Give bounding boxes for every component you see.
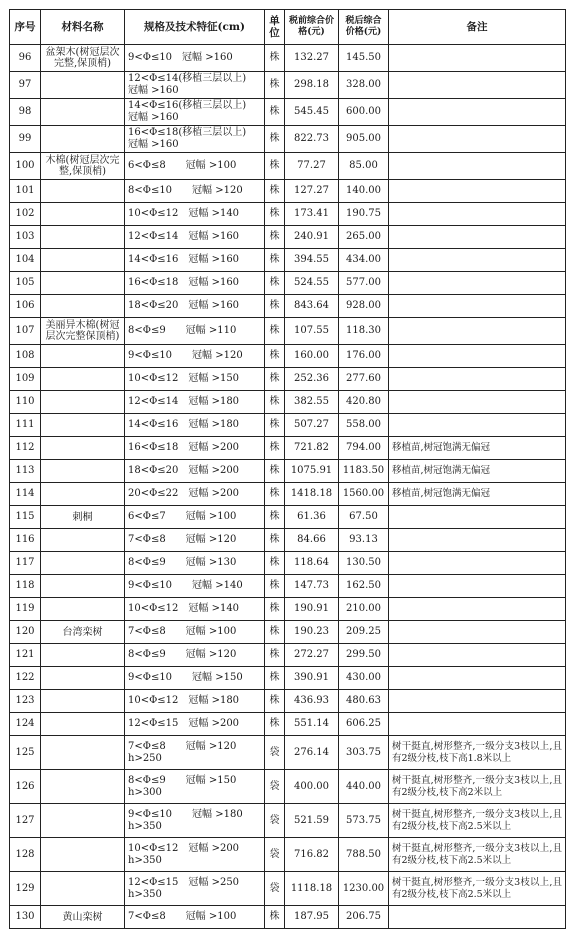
row-spec: 20<Φ≤22 冠幅 >200 bbox=[125, 483, 265, 506]
row-remark bbox=[389, 575, 566, 598]
row-remark bbox=[389, 180, 566, 203]
row-remark bbox=[389, 295, 566, 318]
row-material-name bbox=[41, 804, 125, 838]
row-spec: 8<Φ≤9 冠幅 >110 bbox=[125, 318, 265, 345]
row-unit: 袋 bbox=[265, 770, 285, 804]
row-spec: 8<Φ≤10 冠幅 >120 bbox=[125, 180, 265, 203]
table-row bbox=[10, 483, 566, 506]
row-remark bbox=[389, 249, 566, 272]
row-unit: 株 bbox=[265, 690, 285, 713]
row-spec: 14<Φ≤16(移植三层以上) 冠幅 >160 bbox=[125, 99, 265, 126]
table-header-row bbox=[10, 10, 566, 45]
row-post-tax-price: 430.00 bbox=[339, 667, 389, 690]
row-seq: 104 bbox=[10, 249, 41, 272]
table-row bbox=[10, 460, 566, 483]
row-material-name bbox=[41, 203, 125, 226]
row-pre-tax-price: 61.36 bbox=[285, 506, 339, 529]
table-row bbox=[10, 99, 566, 126]
row-spec: 12<Φ≤14 冠幅 >160 bbox=[125, 226, 265, 249]
row-material-name bbox=[41, 180, 125, 203]
row-post-tax-price: 265.00 bbox=[339, 226, 389, 249]
row-material-name bbox=[41, 575, 125, 598]
row-unit: 株 bbox=[265, 99, 285, 126]
row-pre-tax-price: 843.64 bbox=[285, 295, 339, 318]
row-seq: 99 bbox=[10, 126, 41, 153]
header-name: 材料名称 bbox=[41, 10, 125, 45]
row-remark: 移植苗,树冠饱满无偏冠 bbox=[389, 460, 566, 483]
row-seq: 125 bbox=[10, 736, 41, 770]
row-pre-tax-price: 1075.91 bbox=[285, 460, 339, 483]
row-remark bbox=[389, 391, 566, 414]
row-pre-tax-price: 551.14 bbox=[285, 713, 339, 736]
row-post-tax-price: 905.00 bbox=[339, 126, 389, 153]
row-unit: 株 bbox=[265, 272, 285, 295]
row-pre-tax-price: 716.82 bbox=[285, 838, 339, 872]
row-spec: 10<Φ≤12 冠幅 >180 bbox=[125, 690, 265, 713]
table-row bbox=[10, 45, 566, 72]
row-post-tax-price: 794.00 bbox=[339, 437, 389, 460]
row-remark: 移植苗,树冠饱满无偏冠 bbox=[389, 483, 566, 506]
row-seq: 123 bbox=[10, 690, 41, 713]
row-post-tax-price: 130.50 bbox=[339, 552, 389, 575]
row-post-tax-price: 480.63 bbox=[339, 690, 389, 713]
row-unit: 株 bbox=[265, 575, 285, 598]
row-seq: 113 bbox=[10, 460, 41, 483]
row-seq: 103 bbox=[10, 226, 41, 249]
row-seq: 110 bbox=[10, 391, 41, 414]
header-spec: 规格及技术特征(cm) bbox=[125, 10, 265, 45]
row-seq: 112 bbox=[10, 437, 41, 460]
row-seq: 96 bbox=[10, 45, 41, 72]
row-spec: 12<Φ≤15 冠幅 >200 bbox=[125, 713, 265, 736]
row-post-tax-price: 162.50 bbox=[339, 575, 389, 598]
row-pre-tax-price: 400.00 bbox=[285, 770, 339, 804]
row-unit: 株 bbox=[265, 345, 285, 368]
row-post-tax-price: 1230.00 bbox=[339, 872, 389, 906]
row-remark bbox=[389, 414, 566, 437]
table-row bbox=[10, 667, 566, 690]
table-row bbox=[10, 713, 566, 736]
price-table-container bbox=[9, 9, 566, 929]
row-material-name bbox=[41, 460, 125, 483]
row-spec: 10<Φ≤12 冠幅 >150 bbox=[125, 368, 265, 391]
row-material-name bbox=[41, 249, 125, 272]
row-seq: 109 bbox=[10, 368, 41, 391]
row-pre-tax-price: 272.27 bbox=[285, 644, 339, 667]
row-remark bbox=[389, 203, 566, 226]
row-seq: 127 bbox=[10, 804, 41, 838]
row-remark: 树干挺直,树形整齐,一级分支3枝以上,且有2级分枝,枝下高2.5米以上 bbox=[389, 872, 566, 906]
row-spec: 8<Φ≤9 冠幅 >150 h>300 bbox=[125, 770, 265, 804]
row-spec: 9<Φ≤10 冠幅 >180 h>350 bbox=[125, 804, 265, 838]
row-remark bbox=[389, 72, 566, 99]
row-spec: 12<Φ≤15 冠幅 >250 h>350 bbox=[125, 872, 265, 906]
row-pre-tax-price: 394.55 bbox=[285, 249, 339, 272]
row-pre-tax-price: 1418.18 bbox=[285, 483, 339, 506]
row-post-tax-price: 299.50 bbox=[339, 644, 389, 667]
row-unit: 株 bbox=[265, 153, 285, 180]
row-unit: 株 bbox=[265, 318, 285, 345]
row-post-tax-price: 145.50 bbox=[339, 45, 389, 72]
row-unit: 株 bbox=[265, 226, 285, 249]
row-post-tax-price: 1183.50 bbox=[339, 460, 389, 483]
row-post-tax-price: 928.00 bbox=[339, 295, 389, 318]
row-remark bbox=[389, 644, 566, 667]
table-row bbox=[10, 226, 566, 249]
row-pre-tax-price: 77.27 bbox=[285, 153, 339, 180]
row-seq: 121 bbox=[10, 644, 41, 667]
row-material-name bbox=[41, 345, 125, 368]
row-material-name: 美丽异木棉(树冠层次完整保顶梢) bbox=[41, 318, 125, 345]
table-row bbox=[10, 126, 566, 153]
row-seq: 114 bbox=[10, 483, 41, 506]
row-seq: 100 bbox=[10, 153, 41, 180]
row-pre-tax-price: 118.64 bbox=[285, 552, 339, 575]
row-post-tax-price: 577.00 bbox=[339, 272, 389, 295]
row-pre-tax-price: 545.45 bbox=[285, 99, 339, 126]
row-seq: 124 bbox=[10, 713, 41, 736]
row-spec: 18<Φ≤20 冠幅 >200 bbox=[125, 460, 265, 483]
row-unit: 袋 bbox=[265, 804, 285, 838]
row-remark: 树干挺直,树形整齐,一级分支3枝以上,且有2级分枝,枝下高1.8米以上 bbox=[389, 736, 566, 770]
row-post-tax-price: 328.00 bbox=[339, 72, 389, 99]
row-seq: 126 bbox=[10, 770, 41, 804]
row-remark bbox=[389, 529, 566, 552]
row-unit: 袋 bbox=[265, 736, 285, 770]
row-material-name: 刺桐 bbox=[41, 506, 125, 529]
row-spec: 16<Φ≤18 冠幅 >200 bbox=[125, 437, 265, 460]
row-pre-tax-price: 822.73 bbox=[285, 126, 339, 153]
table-row bbox=[10, 906, 566, 929]
row-remark bbox=[389, 99, 566, 126]
row-pre-tax-price: 721.82 bbox=[285, 437, 339, 460]
row-pre-tax-price: 524.55 bbox=[285, 272, 339, 295]
row-pre-tax-price: 147.73 bbox=[285, 575, 339, 598]
row-spec: 9<Φ≤10 冠幅 >160 bbox=[125, 45, 265, 72]
row-unit: 株 bbox=[265, 713, 285, 736]
row-material-name bbox=[41, 391, 125, 414]
row-remark bbox=[389, 621, 566, 644]
row-remark bbox=[389, 318, 566, 345]
row-post-tax-price: 420.80 bbox=[339, 391, 389, 414]
row-spec: 6<Φ≤7 冠幅 >100 bbox=[125, 506, 265, 529]
table-row bbox=[10, 506, 566, 529]
row-spec: 8<Φ≤9 冠幅 >120 bbox=[125, 644, 265, 667]
table-row bbox=[10, 272, 566, 295]
row-spec: 12<Φ≤14 冠幅 >180 bbox=[125, 391, 265, 414]
row-spec: 7<Φ≤8 冠幅 >120 h>250 bbox=[125, 736, 265, 770]
table-row bbox=[10, 345, 566, 368]
row-spec: 10<Φ≤12 冠幅 >140 bbox=[125, 598, 265, 621]
row-spec: 16<Φ≤18 冠幅 >160 bbox=[125, 272, 265, 295]
row-material-name bbox=[41, 552, 125, 575]
table-row bbox=[10, 872, 566, 906]
row-remark bbox=[389, 713, 566, 736]
row-seq: 101 bbox=[10, 180, 41, 203]
row-pre-tax-price: 390.91 bbox=[285, 667, 339, 690]
row-seq: 120 bbox=[10, 621, 41, 644]
row-unit: 株 bbox=[265, 437, 285, 460]
row-post-tax-price: 440.00 bbox=[339, 770, 389, 804]
row-spec: 10<Φ≤12 冠幅 >200 h>350 bbox=[125, 838, 265, 872]
row-unit: 株 bbox=[265, 506, 285, 529]
row-unit: 株 bbox=[265, 667, 285, 690]
header-pre-tax: 税前综合价格(元) bbox=[285, 10, 339, 45]
row-seq: 129 bbox=[10, 872, 41, 906]
table-row bbox=[10, 180, 566, 203]
row-material-name bbox=[41, 667, 125, 690]
row-material-name bbox=[41, 295, 125, 318]
row-unit: 株 bbox=[265, 180, 285, 203]
row-post-tax-price: 606.25 bbox=[339, 713, 389, 736]
row-pre-tax-price: 187.95 bbox=[285, 906, 339, 929]
row-pre-tax-price: 276.14 bbox=[285, 736, 339, 770]
row-remark bbox=[389, 552, 566, 575]
row-remark: 树干挺直,树形整齐,一级分支3枝以上,且有2级分枝,枝下高2.5米以上 bbox=[389, 804, 566, 838]
row-post-tax-price: 434.00 bbox=[339, 249, 389, 272]
table-row bbox=[10, 621, 566, 644]
row-post-tax-price: 573.75 bbox=[339, 804, 389, 838]
table-row bbox=[10, 414, 566, 437]
row-post-tax-price: 140.00 bbox=[339, 180, 389, 203]
row-material-name bbox=[41, 126, 125, 153]
row-unit: 株 bbox=[265, 203, 285, 226]
row-spec: 14<Φ≤16 冠幅 >160 bbox=[125, 249, 265, 272]
row-pre-tax-price: 173.41 bbox=[285, 203, 339, 226]
row-remark bbox=[389, 368, 566, 391]
row-seq: 105 bbox=[10, 272, 41, 295]
row-post-tax-price: 210.00 bbox=[339, 598, 389, 621]
table-row bbox=[10, 838, 566, 872]
row-pre-tax-price: 240.91 bbox=[285, 226, 339, 249]
table-row bbox=[10, 552, 566, 575]
row-material-name bbox=[41, 483, 125, 506]
row-post-tax-price: 85.00 bbox=[339, 153, 389, 180]
row-unit: 株 bbox=[265, 644, 285, 667]
row-seq: 122 bbox=[10, 667, 41, 690]
row-pre-tax-price: 298.18 bbox=[285, 72, 339, 99]
row-material-name: 台湾栾树 bbox=[41, 621, 125, 644]
row-remark bbox=[389, 45, 566, 72]
table-row bbox=[10, 295, 566, 318]
table-row bbox=[10, 249, 566, 272]
row-spec: 9<Φ≤10 冠幅 >140 bbox=[125, 575, 265, 598]
row-remark: 树干挺直,树形整齐,一级分支3枝以上,且有2级分枝,枝下高2.5米以上 bbox=[389, 838, 566, 872]
row-unit: 株 bbox=[265, 72, 285, 99]
row-material-name bbox=[41, 644, 125, 667]
row-material-name bbox=[41, 99, 125, 126]
row-spec: 7<Φ≤8 冠幅 >120 bbox=[125, 529, 265, 552]
row-material-name bbox=[41, 529, 125, 552]
row-unit: 株 bbox=[265, 529, 285, 552]
row-post-tax-price: 209.25 bbox=[339, 621, 389, 644]
row-post-tax-price: 1560.00 bbox=[339, 483, 389, 506]
row-remark bbox=[389, 506, 566, 529]
row-seq: 97 bbox=[10, 72, 41, 99]
row-pre-tax-price: 160.00 bbox=[285, 345, 339, 368]
row-spec: 8<Φ≤9 冠幅 >130 bbox=[125, 552, 265, 575]
row-spec: 9<Φ≤10 冠幅 >150 bbox=[125, 667, 265, 690]
row-material-name bbox=[41, 414, 125, 437]
row-unit: 株 bbox=[265, 45, 285, 72]
table-row bbox=[10, 770, 566, 804]
row-seq: 128 bbox=[10, 838, 41, 872]
row-seq: 115 bbox=[10, 506, 41, 529]
row-material-name: 盆架木(树冠层次完整,保顶梢) bbox=[41, 45, 125, 72]
header-remark: 备注 bbox=[389, 10, 566, 45]
header-seq: 序号 bbox=[10, 10, 41, 45]
row-spec: 9<Φ≤10 冠幅 >120 bbox=[125, 345, 265, 368]
row-post-tax-price: 206.75 bbox=[339, 906, 389, 929]
row-pre-tax-price: 190.91 bbox=[285, 598, 339, 621]
row-unit: 株 bbox=[265, 598, 285, 621]
row-spec: 18<Φ≤20 冠幅 >160 bbox=[125, 295, 265, 318]
row-unit: 株 bbox=[265, 249, 285, 272]
row-material-name bbox=[41, 368, 125, 391]
row-remark bbox=[389, 690, 566, 713]
row-pre-tax-price: 507.27 bbox=[285, 414, 339, 437]
row-pre-tax-price: 127.27 bbox=[285, 180, 339, 203]
table-row bbox=[10, 368, 566, 391]
row-post-tax-price: 788.50 bbox=[339, 838, 389, 872]
row-material-name bbox=[41, 272, 125, 295]
row-post-tax-price: 67.50 bbox=[339, 506, 389, 529]
row-unit: 株 bbox=[265, 391, 285, 414]
row-material-name: 黄山栾树 bbox=[41, 906, 125, 929]
row-spec: 7<Φ≤8 冠幅 >100 bbox=[125, 906, 265, 929]
row-post-tax-price: 190.75 bbox=[339, 203, 389, 226]
row-remark bbox=[389, 126, 566, 153]
row-material-name bbox=[41, 872, 125, 906]
row-unit: 株 bbox=[265, 414, 285, 437]
row-seq: 119 bbox=[10, 598, 41, 621]
row-unit: 株 bbox=[265, 295, 285, 318]
table-row bbox=[10, 736, 566, 770]
row-remark bbox=[389, 345, 566, 368]
table-row bbox=[10, 203, 566, 226]
row-pre-tax-price: 252.36 bbox=[285, 368, 339, 391]
row-seq: 102 bbox=[10, 203, 41, 226]
row-remark: 移植苗,树冠饱满无偏冠 bbox=[389, 437, 566, 460]
header-post-tax: 税后综合价格(元) bbox=[339, 10, 389, 45]
row-material-name bbox=[41, 437, 125, 460]
table-row bbox=[10, 644, 566, 667]
row-seq: 107 bbox=[10, 318, 41, 345]
row-pre-tax-price: 1118.18 bbox=[285, 872, 339, 906]
row-seq: 111 bbox=[10, 414, 41, 437]
row-pre-tax-price: 436.93 bbox=[285, 690, 339, 713]
row-material-name bbox=[41, 598, 125, 621]
row-post-tax-price: 558.00 bbox=[339, 414, 389, 437]
table-row bbox=[10, 153, 566, 180]
price-table bbox=[9, 9, 566, 929]
table-row bbox=[10, 575, 566, 598]
row-unit: 株 bbox=[265, 460, 285, 483]
row-post-tax-price: 93.13 bbox=[339, 529, 389, 552]
row-unit: 袋 bbox=[265, 872, 285, 906]
row-material-name bbox=[41, 690, 125, 713]
row-post-tax-price: 277.60 bbox=[339, 368, 389, 391]
table-row bbox=[10, 437, 566, 460]
row-pre-tax-price: 382.55 bbox=[285, 391, 339, 414]
table-row bbox=[10, 318, 566, 345]
row-material-name bbox=[41, 226, 125, 249]
table-row bbox=[10, 391, 566, 414]
row-seq: 98 bbox=[10, 99, 41, 126]
row-unit: 株 bbox=[265, 906, 285, 929]
row-post-tax-price: 118.30 bbox=[339, 318, 389, 345]
row-seq: 106 bbox=[10, 295, 41, 318]
row-unit: 株 bbox=[265, 126, 285, 153]
row-post-tax-price: 600.00 bbox=[339, 99, 389, 126]
row-pre-tax-price: 107.55 bbox=[285, 318, 339, 345]
row-pre-tax-price: 190.23 bbox=[285, 621, 339, 644]
row-seq: 117 bbox=[10, 552, 41, 575]
row-post-tax-price: 303.75 bbox=[339, 736, 389, 770]
table-row bbox=[10, 804, 566, 838]
header-unit: 单位 bbox=[265, 10, 285, 45]
row-pre-tax-price: 132.27 bbox=[285, 45, 339, 72]
row-remark bbox=[389, 272, 566, 295]
row-remark: 树干挺直,树形整齐,一级分支3枝以上,且有2级分枝,枝下高2米以上 bbox=[389, 770, 566, 804]
table-row bbox=[10, 690, 566, 713]
row-seq: 118 bbox=[10, 575, 41, 598]
row-pre-tax-price: 84.66 bbox=[285, 529, 339, 552]
row-pre-tax-price: 521.59 bbox=[285, 804, 339, 838]
row-material-name bbox=[41, 736, 125, 770]
row-seq: 108 bbox=[10, 345, 41, 368]
row-spec: 10<Φ≤12 冠幅 >140 bbox=[125, 203, 265, 226]
table-body bbox=[10, 45, 566, 929]
row-spec: 12<Φ≤14(移植三层以上) 冠幅 >160 bbox=[125, 72, 265, 99]
row-unit: 株 bbox=[265, 552, 285, 575]
row-material-name bbox=[41, 838, 125, 872]
row-material-name bbox=[41, 770, 125, 804]
row-material-name bbox=[41, 713, 125, 736]
row-unit: 株 bbox=[265, 621, 285, 644]
row-spec: 16<Φ≤18(移植三层以上) 冠幅 >160 bbox=[125, 126, 265, 153]
table-row bbox=[10, 72, 566, 99]
table-row bbox=[10, 529, 566, 552]
row-unit: 株 bbox=[265, 368, 285, 391]
table-row bbox=[10, 598, 566, 621]
row-seq: 116 bbox=[10, 529, 41, 552]
row-material-name bbox=[41, 72, 125, 99]
row-unit: 株 bbox=[265, 483, 285, 506]
row-remark bbox=[389, 153, 566, 180]
row-unit: 袋 bbox=[265, 838, 285, 872]
row-remark bbox=[389, 667, 566, 690]
row-remark bbox=[389, 598, 566, 621]
row-spec: 7<Φ≤8 冠幅 >100 bbox=[125, 621, 265, 644]
row-post-tax-price: 176.00 bbox=[339, 345, 389, 368]
row-material-name: 木棉(树冠层次完整,保顶梢) bbox=[41, 153, 125, 180]
row-remark bbox=[389, 906, 566, 929]
row-seq: 130 bbox=[10, 906, 41, 929]
row-spec: 14<Φ≤16 冠幅 >180 bbox=[125, 414, 265, 437]
row-remark bbox=[389, 226, 566, 249]
row-spec: 6<Φ≤8 冠幅 >100 bbox=[125, 153, 265, 180]
